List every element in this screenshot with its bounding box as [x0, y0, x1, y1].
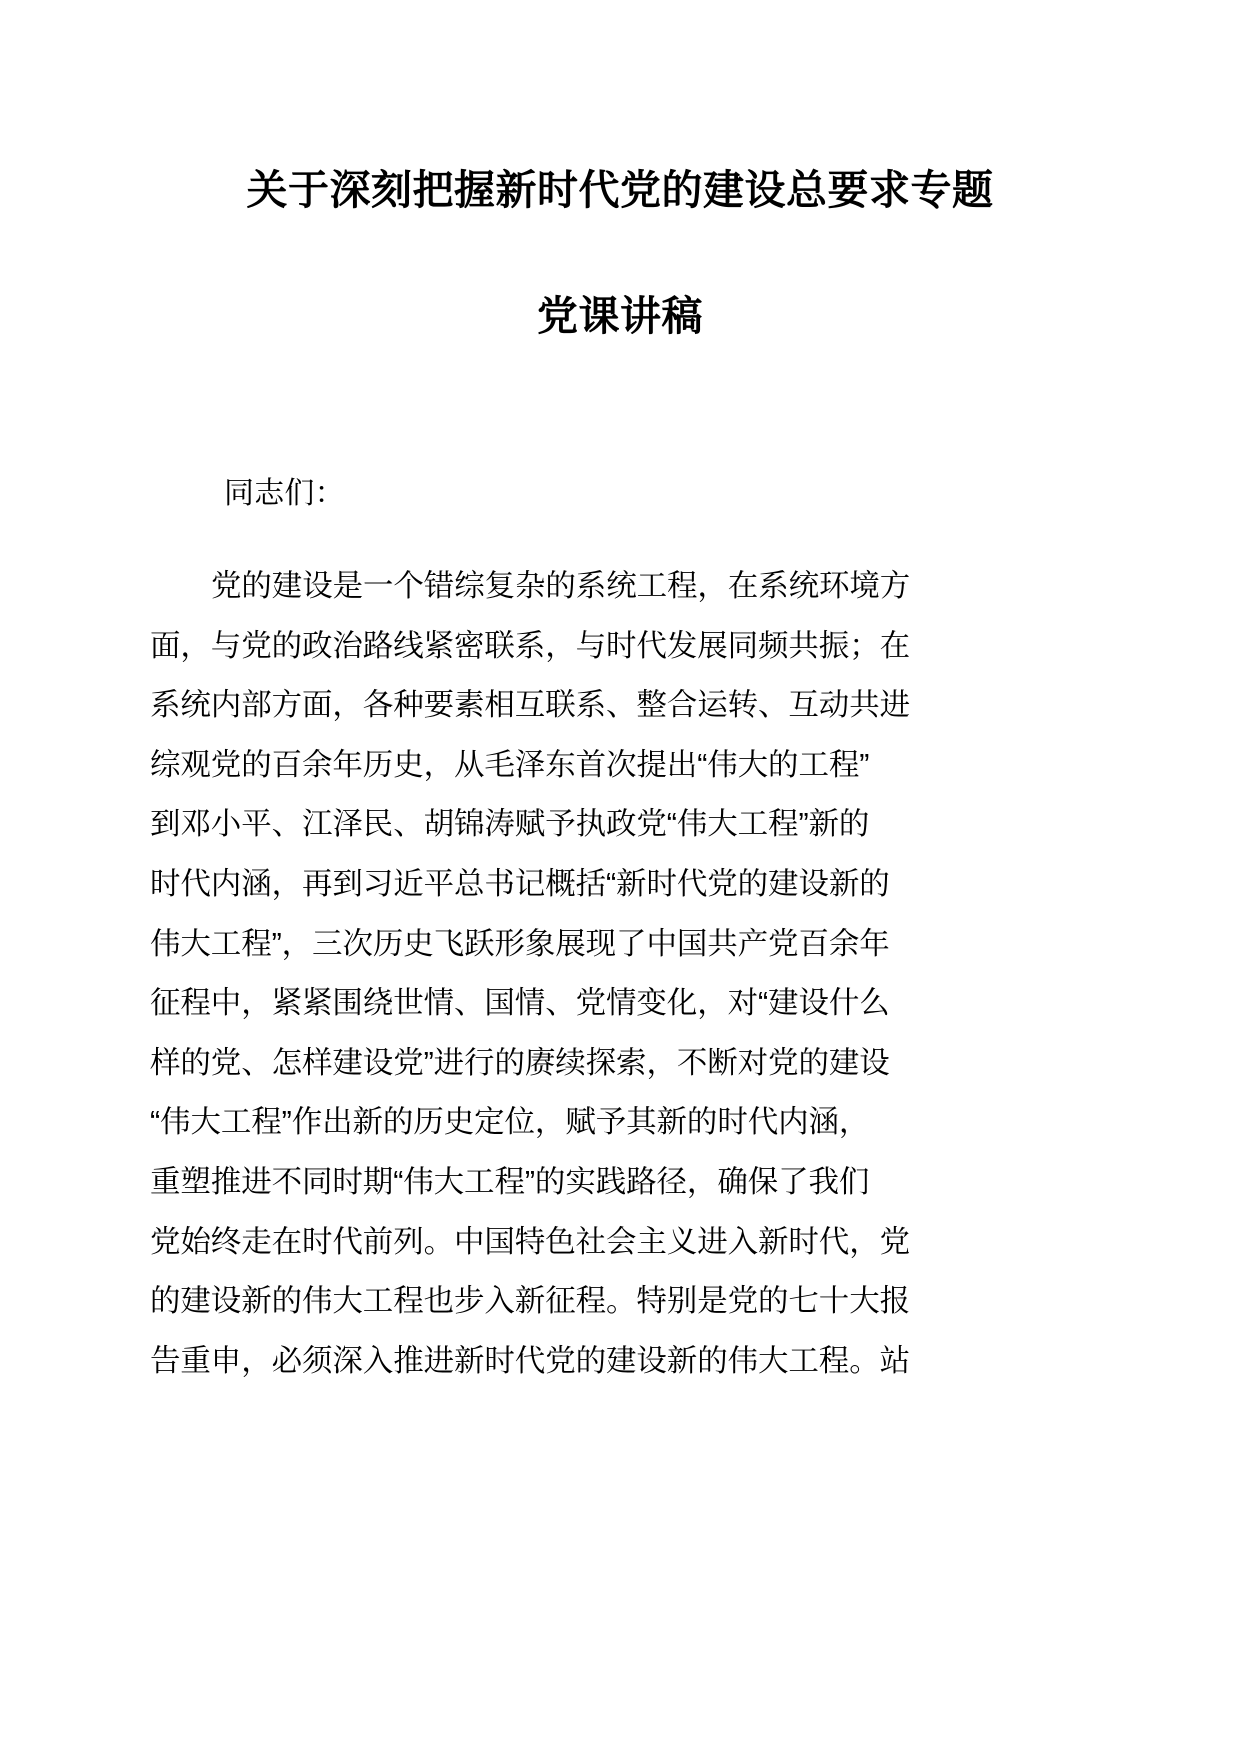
body-line: 党的建设是一个错综复杂的系统工程，在系统环境方: [211, 569, 911, 603]
body-line: 重塑推进不同时期“伟大工程”的实践路径，确保了我们: [150, 1164, 870, 1199]
body-line: 面，与党的政治路线紧密联系，与时代发展同频共振；在: [150, 628, 910, 663]
body-line: 样的党、怎样建设党”进行的赓续探索，不断对党的建设: [150, 1045, 890, 1080]
body-line: 的建设新的伟大工程也步入新征程。特别是党的七十大报: [150, 1284, 910, 1319]
body-line: 党始终走在时代前列。中国特色社会主义进入新时代，党: [150, 1224, 910, 1259]
body-line: 征程中，紧紧围绕世情、国情、党情变化，对“建设什么: [150, 986, 890, 1021]
body-line: 伟大工程”，三次历史飞跃形象展现了中国共产党百余年: [150, 926, 890, 961]
title-line-2: 党课讲稿: [537, 293, 703, 339]
salutation: 同志们：: [224, 477, 345, 510]
body-line: 系统内部方面，各种要素相互联系、整合运转、互动共进: [150, 688, 910, 723]
page-content-area: [150, 0, 1090, 1754]
page-title: [150, 0, 1090, 337]
body-line: 告重申，必须深入推进新时代党的建设新的伟大工程。站: [150, 1343, 910, 1378]
body-paragraph: [150, 509, 1090, 1391]
body-line: 到邓小平、江泽民、胡锦涛赋予执政党“伟大工程”新的: [150, 807, 870, 842]
title-line-1: 关于深刻把握新时代党的建设总要求专题: [246, 167, 994, 213]
body-line: “伟大工程”作出新的历史定位，赋予其新的时代内涵，: [150, 1105, 870, 1140]
body-line: 综观党的百余年历史，从毛泽东首次提出“伟大的工程”: [150, 747, 870, 782]
body-line: 时代内涵，再到习近平总书记概括“新时代党的建设新的: [150, 866, 890, 901]
